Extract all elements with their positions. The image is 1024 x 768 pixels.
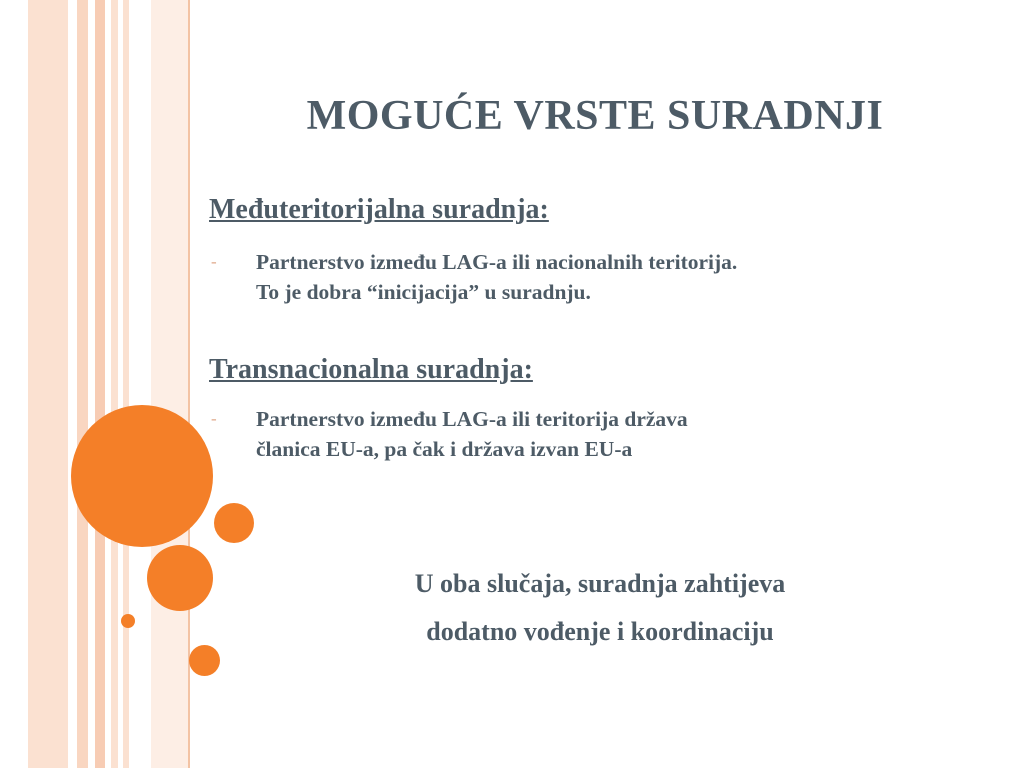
page-title: MOGUĆE VRSTE SURADNJI	[306, 93, 884, 139]
band	[88, 0, 95, 768]
decorative-bands	[0, 0, 200, 768]
band	[28, 0, 68, 768]
decorative-circle-tiny	[121, 614, 135, 628]
bullet-marker: -	[211, 409, 217, 428]
slide-content	[200, 0, 1024, 768]
decorative-circle-large	[71, 405, 213, 547]
section-heading-interterritorial: Međuteritorijalna suradnja:	[209, 194, 549, 225]
band	[129, 0, 151, 768]
bullet-text-line: članica EU-a, pa čak i država izvan EU-a	[256, 437, 633, 461]
section-heading-transnational: Transnacionalna suradnja:	[209, 354, 533, 385]
bullet-text-line: Partnerstvo između LAG-a ili teritorija država	[256, 407, 688, 431]
bullet-text	[256, 404, 688, 464]
closing-line: U oba slučaja, suradnja zahtijeva	[414, 569, 786, 598]
band	[151, 0, 188, 768]
bullet-text-line: Partnerstvo između LAG-a ili nacionalnih teritorija.	[256, 250, 738, 274]
bullet-text	[256, 247, 737, 307]
bullet-text-line: To je dobra “inicijacija” u suradnju.	[256, 280, 591, 304]
closing-line: dodatno vođenje i koordinaciju	[426, 617, 774, 646]
bullet-item	[209, 404, 949, 464]
bullet-marker: -	[211, 252, 217, 271]
band	[0, 0, 28, 768]
band	[111, 0, 118, 768]
bullet-item	[209, 247, 949, 307]
band	[95, 0, 105, 768]
band	[77, 0, 88, 768]
closing-statement	[230, 560, 970, 656]
band	[68, 0, 77, 768]
